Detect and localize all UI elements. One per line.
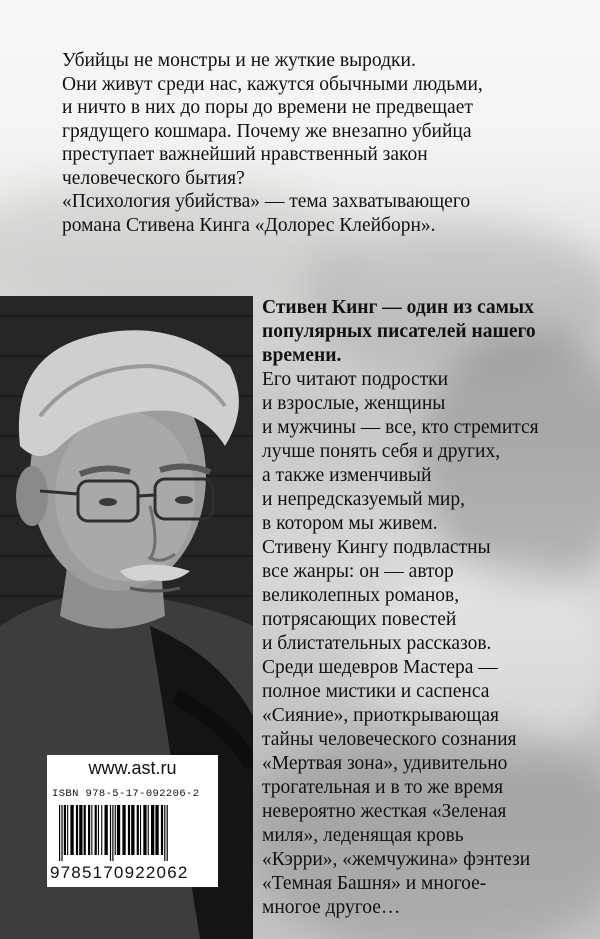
barcode-bar	[131, 805, 134, 855]
author-bio	[262, 296, 594, 920]
bio-line: трогательная и в то же время	[262, 777, 504, 798]
bio-line: и непредсказуемый мир,	[262, 489, 465, 510]
bio-line: многое другое…	[262, 897, 401, 918]
barcode-bar	[88, 805, 90, 855]
bio-line: лучше понять себя и других,	[262, 441, 501, 462]
barcode-bar	[122, 805, 125, 855]
barcode-bar	[79, 805, 82, 855]
intro-line: Они живут среди нас, кажутся обычными людьми,	[62, 73, 483, 95]
bio-line: тайны человеческого сознания	[262, 729, 517, 750]
barcode-bar	[95, 805, 97, 855]
bio-line: и взрослые, женщины	[262, 393, 446, 414]
bio-lead-line: Стивен Кинг — один из самых	[262, 297, 534, 318]
bio-line: в котором мы живем.	[262, 513, 438, 534]
bio-line: полное мистики и саспенса	[262, 681, 490, 702]
barcode-bar	[140, 805, 141, 855]
bio-line: Стивену Кингу подвластны	[262, 537, 491, 558]
bio-lead-line: популярных писателей нашего	[262, 321, 536, 342]
barcode-bar	[61, 805, 62, 861]
barcode-bar	[76, 805, 78, 855]
barcode-bar	[110, 805, 111, 861]
intro-line: человеческого бытия?	[62, 167, 245, 189]
barcode-bar	[84, 805, 86, 855]
bio-line: «Мертвая зона», удивительно	[262, 753, 508, 774]
intro-line: «Психология убийства» — тема захватывающего	[62, 191, 471, 212]
barcode-label	[47, 755, 218, 887]
barcode-bar	[67, 805, 68, 855]
bio-lead-line: времени.	[262, 345, 342, 366]
isbn-number: ISBN 978-5-17-092206-2	[52, 788, 200, 800]
barcode-bar	[70, 805, 73, 855]
intro-line: Убийцы не монстры и не жуткие выродки.	[62, 50, 416, 71]
barcode-bar	[117, 805, 120, 855]
barcode-bar	[148, 805, 149, 855]
bio-line: все жанры: он — автор	[262, 561, 454, 582]
barcode-bar	[59, 805, 60, 861]
publisher-website: www.ast.ru	[88, 758, 177, 778]
bio-line: а также изменчивый	[262, 465, 432, 486]
barcode-bar	[128, 805, 130, 855]
bio-line: великолепных романов,	[262, 585, 460, 606]
bio-line: «Кэрри», «жемчужина» фэнтези	[262, 849, 531, 870]
bio-line: «Темная Башня» и многое-	[262, 873, 487, 894]
bio-line: невероятно жесткая «Зеленая	[262, 801, 507, 822]
intro-line: романа Стивена Кинга «Долорес Клейборн».	[62, 214, 436, 236]
barcode-bar	[64, 805, 66, 855]
bio-line: миля», леденящая кровь	[262, 825, 464, 846]
barcode-bar	[164, 805, 165, 861]
barcode-bar	[161, 805, 163, 855]
barcode-bar	[151, 805, 154, 855]
intro-text	[62, 49, 582, 237]
bio-line: Среди шедевров Мастера —	[262, 657, 498, 678]
barcode-bar	[112, 805, 113, 861]
intro-line: грядущего кошмара. Почему же внезапно убийца	[62, 120, 472, 142]
bio-line: Его читают подростки	[262, 369, 449, 390]
barcode-bar	[98, 805, 99, 855]
barcode-bar	[101, 805, 102, 855]
barcode-bar	[155, 805, 158, 855]
bio-line: потрясающих повестей	[262, 609, 457, 630]
intro-line: преступает важнейший нравственный закон	[62, 144, 428, 165]
bio-line: и мужчины — все, кто стремится	[262, 417, 539, 438]
barcode-bar	[167, 805, 168, 861]
bio-line: «Сияние», приоткрывающая	[262, 705, 499, 726]
ean-digits: 9785170922062	[50, 863, 189, 882]
intro-line: и ничто в них до поры до времени не предвещает	[62, 97, 473, 118]
barcode-bar	[105, 805, 108, 855]
barcode-icon	[57, 805, 209, 861]
barcode-bar	[143, 805, 146, 855]
barcode-bar	[91, 805, 92, 855]
barcode-bar	[115, 805, 116, 855]
bio-line: и блистательных рассказов.	[262, 633, 492, 654]
barcode-bar	[137, 805, 139, 855]
